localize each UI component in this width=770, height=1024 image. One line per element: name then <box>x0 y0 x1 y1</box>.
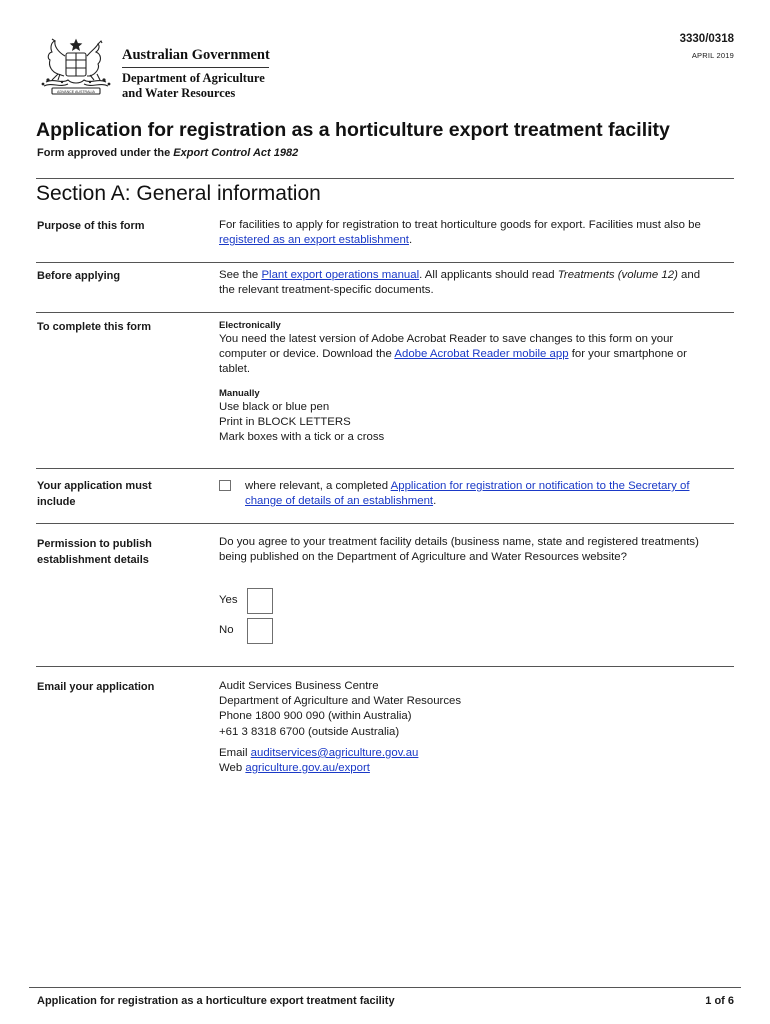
permission-label-line2: establishment details <box>37 554 149 566</box>
registration-application-link[interactable]: Application for registration or notification to the Secretary of change of details of an establishment <box>245 480 690 508</box>
form-title: Application for registration as a horticulture export treatment facility <box>36 119 670 141</box>
website-link[interactable]: agriculture.gov.au/export <box>245 762 370 775</box>
no-checkbox[interactable] <box>247 618 273 644</box>
page-number: 1 of 6 <box>705 995 734 1007</box>
no-label: No <box>219 624 234 636</box>
electronically-heading: Electronically <box>219 320 281 331</box>
complete-form-label: To complete this form <box>37 321 152 333</box>
yes-label: Yes <box>219 594 238 606</box>
acrobat-app-link[interactable]: Adobe Acrobat Reader mobile app <box>394 348 569 361</box>
form-date: APRIL 2019 <box>691 51 734 60</box>
purpose-text <box>219 218 719 248</box>
permission-label-line1: Permission to publish <box>37 538 152 550</box>
department-name-line1: Department of Agriculture <box>122 71 265 85</box>
manual-instruction: Mark boxes with a tick or a cross <box>219 431 385 444</box>
government-name: Australian Government <box>122 47 270 63</box>
contact-line: Department of Agriculture and Water Resources <box>219 695 462 708</box>
subtitle-act: Export Control Act 1982 <box>173 147 299 159</box>
electronically-suffix: for your smartphone or tablet. <box>219 348 687 376</box>
must-include-text <box>245 479 715 509</box>
coat-of-arms-logo <box>38 36 114 98</box>
include-prefix: where relevant, a completed <box>245 480 391 492</box>
plant-export-manual-link[interactable]: Plant export operations manual <box>261 269 420 281</box>
contact-line: Phone 1800 900 090 (within Australia) <box>219 710 412 723</box>
before-middle: . All applicants should read <box>419 269 558 281</box>
row-divider <box>36 666 734 667</box>
manual-instruction: Print in BLOCK LETTERS <box>219 415 351 428</box>
subtitle-prefix: Form approved under the <box>37 147 174 159</box>
manual-instruction: Use black or blue pen <box>219 400 330 413</box>
svg-text:ADVANCE AUSTRALIA: ADVANCE AUSTRALIA <box>57 90 95 94</box>
must-include-label <box>37 478 202 510</box>
contact-details <box>219 679 719 776</box>
contact-line: Audit Services Business Centre <box>219 680 379 692</box>
purpose-label: Purpose of this form <box>37 220 145 232</box>
department-name <box>122 71 292 100</box>
section-divider <box>36 178 734 179</box>
email-application-label: Email your application <box>37 681 155 693</box>
row-divider <box>36 312 734 313</box>
electronically-text: You need the latest version of Adobe Acrobat Reader to save changes to this form on your computer or device. Download the <box>219 333 674 361</box>
complete-form-text <box>219 319 719 445</box>
contact-line: +61 3 8318 6700 (outside Australia) <box>219 725 400 738</box>
email-prefix: Email <box>219 746 251 759</box>
must-include-label-line2: include <box>37 496 76 508</box>
purpose-body: For facilities to apply for registration to treat horticulture goods for export. Facilities must also be <box>219 219 701 231</box>
registered-establishment-link[interactable]: registered as an export establishment <box>219 234 409 247</box>
header-divider <box>122 67 269 68</box>
include-suffix: . <box>433 495 437 508</box>
footer-title: Application for registration as a horticulture export treatment facility <box>37 995 395 1007</box>
row-divider <box>36 523 734 524</box>
before-prefix: See the <box>219 269 262 281</box>
before-applying-text <box>219 268 719 298</box>
web-prefix: Web <box>219 762 246 775</box>
must-include-label-line1: Your application must <box>37 480 152 492</box>
permission-question: Do you agree to your treatment facility details (business name, state and registered treatments) being published on the Department of Agriculture and Water Resources website? <box>219 536 699 564</box>
row-divider <box>36 468 734 469</box>
form-subtitle <box>37 147 298 159</box>
purpose-suffix: . <box>408 234 413 247</box>
footer-divider <box>29 987 741 988</box>
yes-checkbox[interactable] <box>247 588 273 614</box>
row-divider <box>36 262 734 263</box>
department-name-line2: and Water Resources <box>122 85 236 100</box>
manually-heading: Manually <box>219 387 260 399</box>
before-applying-label: Before applying <box>37 270 121 282</box>
section-title: Section A: General information <box>36 182 321 205</box>
email-link[interactable]: auditservices@agriculture.gov.au <box>250 746 419 759</box>
treatments-volume-reference: Treatments (volume 12) <box>557 269 678 281</box>
before-suffix: and the relevant treatment-specific documents. <box>219 269 701 297</box>
include-checkbox[interactable] <box>219 480 231 491</box>
form-code: 3330/0318 <box>679 33 734 45</box>
permission-label <box>37 536 202 568</box>
